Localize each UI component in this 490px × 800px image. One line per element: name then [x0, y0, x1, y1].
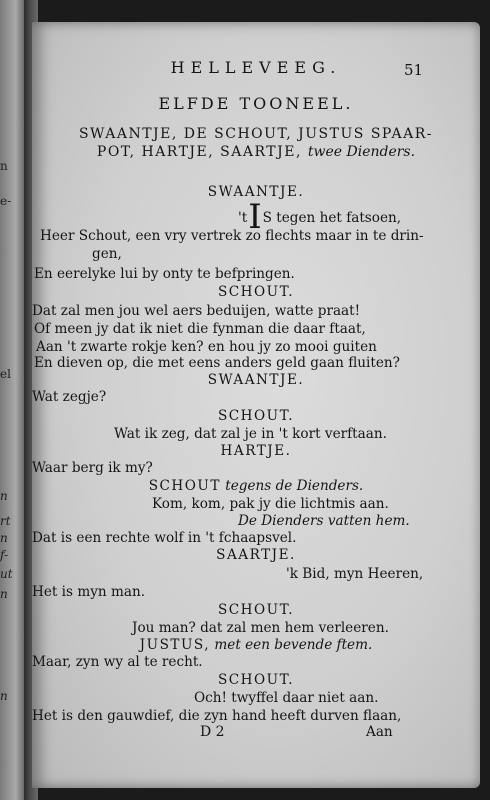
verse-line: Kom, kom, pak jy die lichtmis aan. [152, 496, 389, 512]
running-title: HELLEVEEG. [170, 58, 342, 77]
verse-line: Het is myn man. [32, 584, 146, 600]
facing-page-fragment: n [0, 531, 8, 545]
cast-names: POT, HARTJE, SAARTJE, [96, 144, 308, 160]
drop-capital: I [248, 197, 262, 237]
verse-rest: S tegen het fatsoen, [262, 210, 402, 226]
verse-line: Maar, zyn wy al te recht. [32, 654, 203, 670]
stage-direction: tegens de Dienders. [220, 478, 364, 494]
verse-line: gen, [92, 246, 122, 262]
book-page [32, 22, 480, 788]
verse-line: Jou man? dat zal men hem verleeren. [132, 620, 389, 636]
speaker-label: SWAANTJE. [207, 372, 305, 388]
signature-mark: D 2 [200, 724, 225, 740]
facing-page-fragment: f- [0, 548, 9, 562]
cast-extras: twee Dienders. [307, 144, 416, 160]
facing-page-fragment: e- [0, 194, 12, 208]
speaker-label: SCHOUT. [217, 602, 295, 618]
verse-line [238, 197, 402, 237]
stage-direction: De Dienders vatten hem. [238, 513, 410, 529]
verse-line: En dieven op, die met eens anders geld gaan fluiten? [34, 355, 400, 371]
verse-line: Waar berg ik my? [32, 460, 153, 476]
verse-line: Wat zegje? [32, 389, 107, 405]
stage-direction-line [32, 478, 480, 494]
verse-line: Dat is een rechte wolf in 't fchaapsvel. [32, 530, 297, 546]
verse-line: Heer Schout, een vry vertrek zo flechts maar in te drin- [40, 228, 424, 244]
facing-page-fragment: n [0, 689, 8, 703]
verse-line: Och! twyffel daar niet aan. [194, 690, 379, 706]
verse-line: 'k Bid, myn Heeren, [286, 566, 424, 582]
facing-page-fragment: n [0, 159, 8, 173]
stage-direction: met een bevende ftem. [210, 637, 373, 653]
verse-line: Dat zal men jou wel aers beduijen, watte praat! [32, 303, 361, 319]
speaker-label: SCHOUT. [217, 284, 295, 300]
verse-line: Aan 't zwarte rokje ken? en hou jy zo mooi guiten [36, 339, 377, 355]
facing-page-fragment: el [0, 367, 11, 381]
scene-title: ELFDE TOONEEL. [158, 94, 354, 113]
facing-page-fragment: n [0, 587, 8, 601]
stage-direction-line [32, 637, 480, 653]
speaker-label: SCHOUT. [217, 672, 295, 688]
cast-list-line-1: SWAANTJE, DE SCHOUT, JUSTUS SPAAR- [78, 126, 434, 142]
verse-line: Het is den gauwdief, die zyn hand heeft durven flaan, [32, 708, 402, 724]
page-text [32, 22, 480, 788]
speaker-label: SCHOUT [148, 478, 221, 494]
speaker-label: HARTJE. [220, 443, 292, 459]
verse-line: Wat ik zeg, dat zal je in 't kort verftaan. [114, 426, 387, 442]
speaker-label: JUSTUS, [139, 637, 211, 653]
page-number: 51 [404, 61, 424, 79]
speaker-label: SWAANTJE. [207, 184, 305, 200]
speaker-label: SCHOUT. [217, 408, 295, 424]
verse-line: Of meen jy dat ik niet die fynman die daar ftaat, [34, 321, 366, 337]
verse-prefix: 't [238, 210, 248, 226]
verse-line: En eerelyke lui by onty te befpringen. [34, 266, 295, 282]
facing-page-edge [0, 0, 26, 800]
catchword: Aan [366, 724, 393, 740]
facing-page-fragment: rt [0, 514, 11, 528]
facing-page-fragment: n [0, 489, 8, 503]
speaker-label: SAARTJE. [216, 547, 296, 563]
cast-list-line-2 [32, 144, 480, 160]
facing-page-fragment: ut [0, 567, 13, 581]
